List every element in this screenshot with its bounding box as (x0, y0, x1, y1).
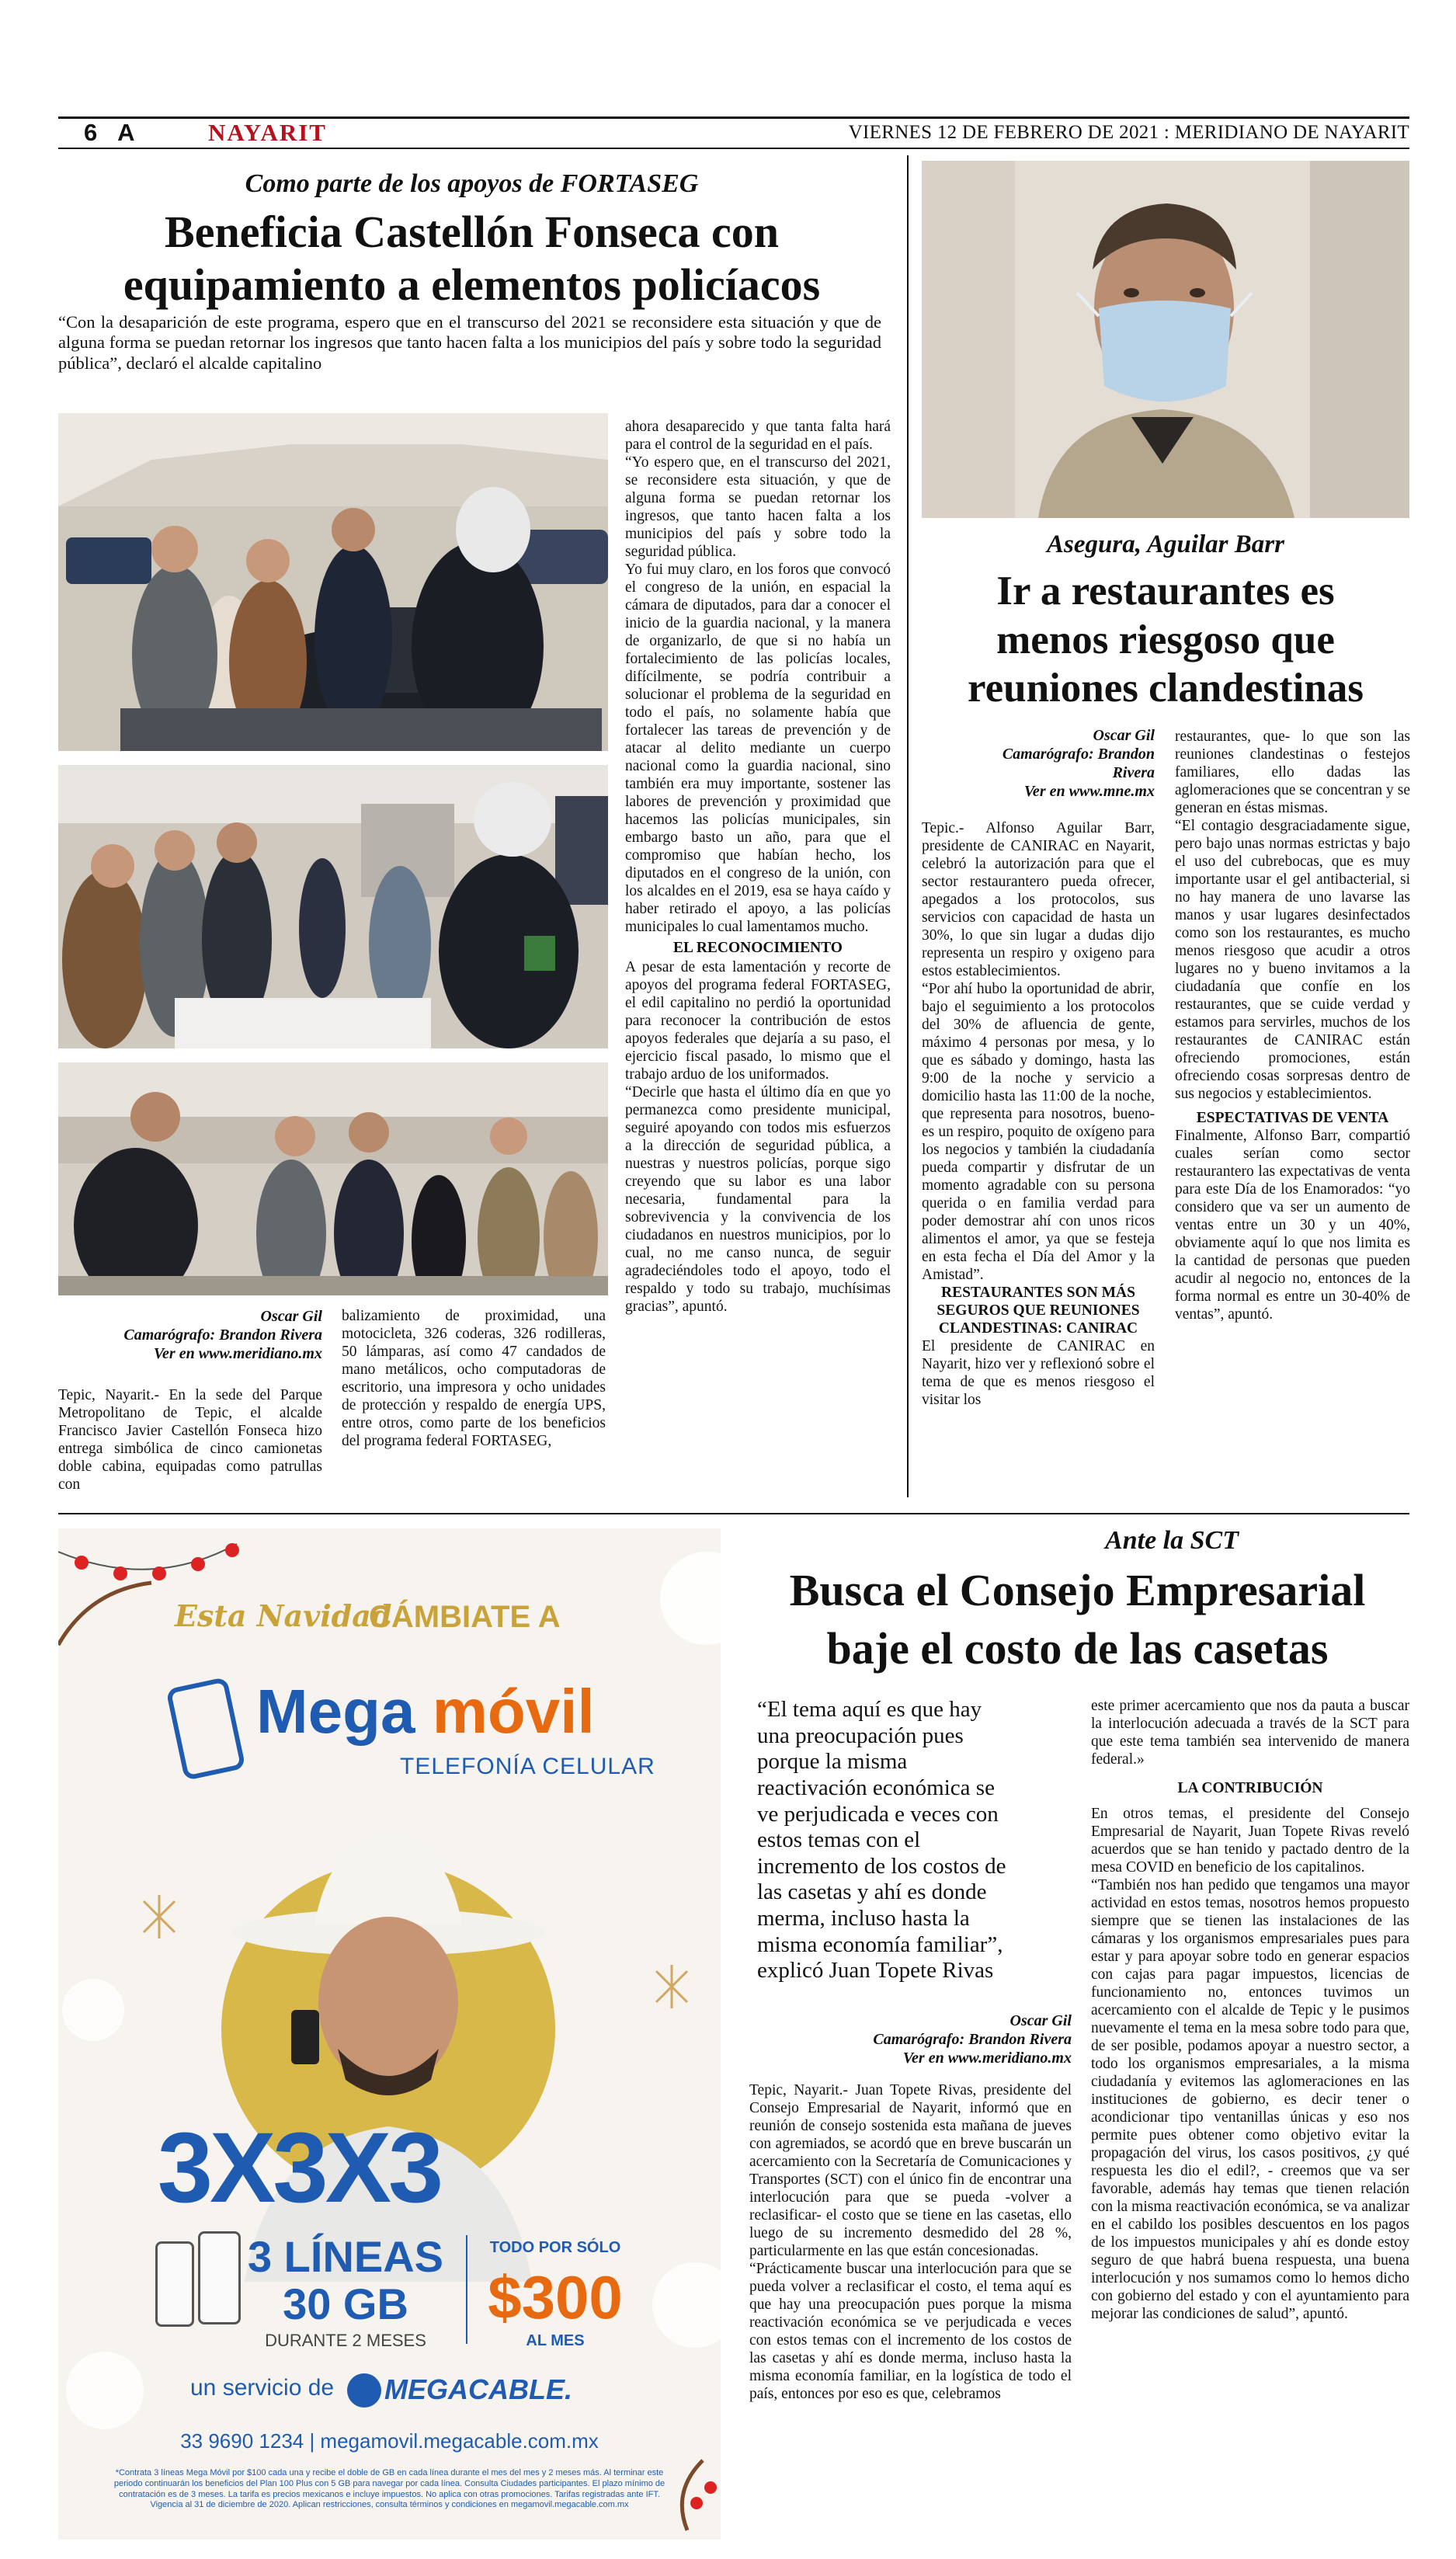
article2-headline: Ir a restaurantes es menos riesgoso que reuniones clandestinas (968, 568, 1364, 711)
ad-fine-print: *Contrata 3 líneas Mega Móvil por $100 cada una y recibe el doble de GB en cada línea durante el mes del mes y 2 meses más. Al terminar este periodo continuarán los beneficios del Plan 100 Plus con 5 GB para navegar por cada línea. Consulta Ciudades participantes. El plazo mínimo de contratación es de 3 meses. La tarifa es precios mexicanos e incluye impuestos. No aplica con otras promociones. Tarifas registradas ante IFT. Vigencia al 31 de diciembre de 2020. Aplican restricciones, consulta términos y condiciones en megamovil.megacable.com.mx (113, 2468, 665, 2510)
photo-alfonso-aguilar-barr (922, 161, 1409, 518)
article1-subhead: EL RECONOCIMIENTO (673, 940, 843, 956)
ad-big-offer: 3X3X3 (157, 2112, 441, 2223)
megamovil-advertisement[interactable] (58, 1528, 721, 2540)
article2-credits: Oscar Gil Camarógrafo: Brandon Rivera Ver en www.mne.mx (1002, 727, 1155, 800)
photo-officials-group (58, 765, 608, 1048)
ad-brand: Mega móvil (256, 1677, 595, 1746)
ad-duration: DURANTE 2 MESES (265, 2331, 426, 2350)
article3-kicker: Ante la SCT (1105, 1526, 1239, 1555)
article2-subhead-1: RESTAURANTES SON MÁS SEGUROS QUE REUNIONES CLANDESTINAS: CANIRAC (936, 1285, 1140, 1337)
article3-col1: Tepic, Nayarit.- Juan Topete Rivas, presidente del Consejo Empresarial de Nayarit, informó que en reunión de consejo sostenida esta mañana de jueves con agremiados, se acordó que en breve buscarán un acercamiento con la Secretaría de Comunicaciones y Transportes (SCT) con el único fin de encontrar una interlocución para que se pueda -volver a reclasificar- el costo que se tiene en las casetas, ello luego de su incremento desmedido del 28 %, particularmente en las que están concesionadas. “Prácticamente buscar una interlocución para que se pueda volver a reclasificar el costo, el tema aquí es que hay una preocupación pues porque la misma reactivación económica se ve perjudicada e veces con estos temas con el incremento de los costos de las casetas y ahí es donde merma, incluso hasta la misma economía familiar, en la logística de todo el país, entonces por eso es que, celebramos (749, 2082, 1072, 2402)
article1-deck: “Con la desaparición de este programa, espero que en el transcurso del 2021 se reconsidere esta situación y que de alguna forma se puedan retornar los ingresos que tanto hacen falta a los municipios del país y sobre todo la seguridad pública”, declaró el alcalde capitalino (58, 312, 881, 373)
issue-date: VIERNES 12 DE FEBRERO DE 2021 : MERIDIANO DE NAYARIT (848, 122, 1409, 143)
page-number: 6 A (84, 119, 135, 146)
ad-divider (466, 2235, 467, 2344)
article3-headline: Busca el Consejo Empresarial baje el costo de las casetas (789, 1565, 1366, 1674)
article2-col1: Tepic.- Alfonso Aguilar Barr, presidente de CANIRAC en Nayarit, celebró la autorización para que el sector restaurantero pueda ofrecer, apegados a los protocolos, sus servicios con capacidad de hasta un 30%, lo que sin lugar a dudas dijo representa un respiro y oxigeno para estos establecimientos. “Por ahí hubo la oportunidad de abrir, bajo el seguimiento a los protocolos del 30% de afluencia de gente, máximo 4 personas por mesa, y lo que es sábado y domingo, hasta las 9:00 de la noche y servicio a domicilio hasta las 11:00 de la noche, que representa para nosotros, bueno-es un respiro, poquito de oxígeno para los negocios y también la ciudadanía pueda compartir y disfrutar de un momento agradable con su persona querida o en familia verdad para poder demostrar ahí con unos ricos alimentos el amor, ya que se festeja en esta fecha el Día del Amor y la Amistad”. RESTAURANTES SON MÁS SEGUROS QUE REUNIONES CLANDESTINAS: CANIRAC El presidente de CANIRAC en Nayarit, hizo ver y reflexionó sobre el tema de que es menos riesgoso el visitar los (922, 820, 1155, 1408)
header-rule-bottom (58, 148, 1409, 149)
article3-col2: este primer acercamiento que nos da pauta a buscar la interlocución adecuada a través de la SCT para que este tema también sea intervenido de manera federal.» LA CONTRIBUCIÓN En otros temas, el presidente del Consejo Empresarial de Nayarit, Juan Topete Rivas reveló acuerdos que se han tenido y pactado dentro de la mesa COVID en beneficio de los capitalinos. “También nos han pedido que tengamos una mayor actividad en estos temas, nosotros hemos propuesto siempre que se tienen las instalaciones de las cámaras y los organismos empresariales pues para estar y para apoyar sobre todo en generar espacios con cajas para pagar impuestos, licencias de funcionamiento no, entonces tuvimos un acercamiento con el alcalde de Tepic y le pusimos nuevamente el tema en la mesa sobre todo para que, de ser posible, podamos apoyar a nuestro sector, a todo los organismos empresariales, a la misma ciudadanía y evitemos las aglomeraciones en las instituciones de gobierno, es decir tener o acondicionar tipo ventanillas únicas y eso nos permite pues obtener como objetivo evitar la propagación del virus, los casos positivos, ¿y qué respuesta les dio el edil?, - creemos que va ser favorable, además hay temas que tienen relación con la misma reactivación económica, se va analizar en el cabildo los posibles descuentos en los pagos de los impuestos municipales y ahí es donde estoy seguro de que habrá buena respuesta, una buena interlocución y nos sumamos como lo hemos dicho con gobierno del estado y con el ayuntamiento para mejorar las condiciones de salud”, apuntó. (1091, 1698, 1409, 2322)
column-divider (907, 155, 909, 1497)
article3-pullquote: “El tema aquí es que hay una preocupación pues porque la misma reactivación económica se ve perjudicada e veces con estos temas con el incremento de los costos de las casetas y ahí es donde merma, incluso hasta la misma economía familiar”, explicó Juan Topete Rivas (757, 1697, 1006, 1984)
photo-officials-lineup (58, 1062, 608, 1295)
ad-contact[interactable]: 33 9690 1234 | megamovil.megacable.com.mx (180, 2429, 599, 2453)
ad-price: $300 (488, 2263, 623, 2331)
article2-subhead-2: ESPECTATIVAS DE VENTA (1196, 1110, 1389, 1126)
ad-lines: 3 LÍNEAS (247, 2232, 444, 2281)
phone-mockup-2 (198, 2231, 241, 2324)
ad-brand-sub: TELEFONÍA CELULAR (400, 1754, 655, 1779)
ad-change-to: CÁMBIATE A (369, 1600, 561, 1634)
ad-christmas-script: Esta Navidad (175, 1598, 392, 1633)
ad-service-of: un servicio de (190, 2375, 335, 2401)
article2-col2: restaurantes, que- lo que son las reuniones clandestinas o festejos familiares, ello dadas las aglomeraciones que se concentran y se generan en éstas mismas. “El contagio desgraciadamente sigue, pero bajo unas normas estrictas y bajo el uso del cubrebocas, que es muy importante usar el gel antibacterial, si no hay manera de uno lavarse las manos y usar lugares desinfectados como son los restaurantes, es mucho menos riesgoso que acudir a otros lugares no y bueno invitamos a la ciudadanía que confíe en los restaurantes, que se cuide verdad y estamos para servirles, muchos de los restaurantes de CANIRAC están ofreciendo promociones, están ofreciendo cosas sorpresas dentro de sus negocios y establecimientos. ESPECTATIVAS DE VENTA Finalmente, Alfonso Barr, compartió cuales serían como sector restaurantero las expectativas de venta para este Día de los Enamorados: “yo considero que va ser un aumento de ventas entre un 30 y un 40%, obviamente aquí lo que nos limita es la cantidad de personas que pueden acudir al negocio no, entonces de la forma normal es entre un 30-40% de ventas”, apuntó. (1175, 728, 1410, 1323)
ad-per-month: AL MES (526, 2332, 585, 2349)
section-name: NAYARIT (208, 119, 327, 146)
article1-col2: balizamiento de proximidad, una motocicleta, 326 coderas, 326 rodilleras, 50 lámparas, así como 47 candados de mano metálicos, ocho computadoras de escritorio, una impresora y ocho unidades de protección y respaldo de energía UPS, entre otros, como parte de los beneficios del programa federal FORTASEG, (342, 1308, 606, 1449)
article3-subhead: LA CONTRIBUCIÓN (1177, 1780, 1323, 1796)
article3-credits: Oscar Gil Camarógrafo: Brandon Rivera Ver en www.meridiano.mx (873, 2012, 1072, 2067)
ad-todo-por: TODO POR SÓLO (489, 2239, 621, 2256)
article1-kicker: Como parte de los apoyos de FORTASEG (245, 169, 699, 198)
article2-kicker: Asegura, Aguilar Barr (1047, 530, 1284, 558)
article1-headline: Beneficia Castellón Fonseca con equipamiento a elementos policíacos (123, 207, 821, 310)
article1-col1: Tepic, Nayarit.- En la sede del Parque Metropolitano de Tepic, el alcalde Francisco Javier Castellón Fonseca hizo entrega simbólica de cinco camionetas doble cabina, equipadas como patrullas con (58, 1387, 322, 1493)
megacable-logo-icon (347, 2373, 381, 2408)
article1-col3: ahora desaparecido y que tanta falta hará para el control de la seguridad en el país. “Yo espero que, en el transcurso del 2021, se reconsidere esta situación, y que de alguna forma se puedan retornar los ingresos, que tanto hacen falta a los municipios del país y sobre todo la seguridad pública. Yo fui muy claro, en los foros que convocó el congreso de la unión, en espacial la cámara de diputados, para dar a conocer el inicio de la guardia nacional, y la manera de organizarlo, de que si no había un fortalecimiento de las policías locales, difícilmente, se podría contribuir a solucionar el problema de la seguridad en todo el país, no solamente había que fortalecer las tareas de prevención y de atacar al delito mediante un cuerpo nacional como la guardia nacional, sino también era muy importante, sostener las labores de prevención y proximidad que hacemos las policías municipales, sin embargo basto un año, para que el compromiso que habían hecho, los diputados en el congreso de la unión, con los alcaldes en el 2019, esa se haya caído y haber retirado el apoyo, a las policías municipales lo cual lamentamos mucho. EL RECONOCIMIENTO A pesar de esta lamentación y recorte de apoyos del programa federal FORTASEG, el edil capitalino no perdió la oportunidad para reconocer la contribución de estos apoyos federales que dejaría a su paso, el ejercicio fiscal pasado, lo mismo que el trabajo arduo de los uniformados. “Decirle que hasta el último día en que yo permanezca como presidente municipal, seguiré apoyando con todos mis esfuerzos a la dirección de seguridad pública, a nuestras y nuestros policías, porque sigo creyendo que su labor es una labor necesaria, fundamental para la sobrevivencia y la convivencia de los ciudadanos en nuestros municipios, por lo cual, no me canso nunca, de seguir agradeciéndoles todo el apoyo, todo el respaldo y todo su trabajo, muchísimas gracias”, apuntó. (625, 419, 891, 1315)
ad-gb: 30 GB (283, 2279, 408, 2328)
photo-officials-motorcycle (58, 413, 608, 751)
section-divider (58, 1513, 1409, 1514)
article1-credits: Oscar Gil Camarógrafo: Brandon Rivera Ver en www.meridiano.mx (123, 1308, 322, 1362)
ad-company: MEGACABLE. (384, 2373, 572, 2405)
phone-mockup-1 (155, 2241, 194, 2327)
